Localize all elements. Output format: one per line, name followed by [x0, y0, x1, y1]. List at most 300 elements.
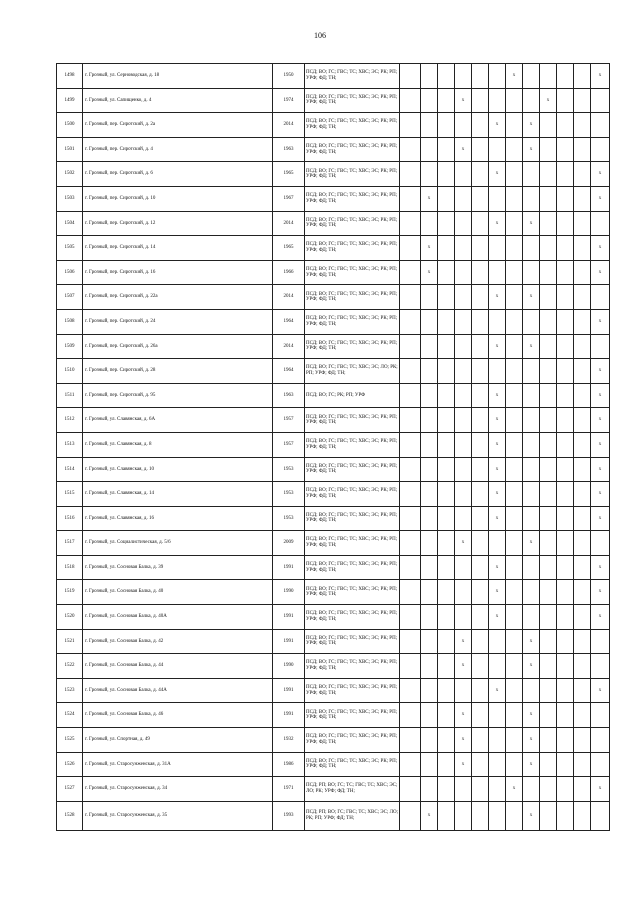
row-number-cell: 1511	[57, 383, 83, 408]
mark-cell	[438, 629, 455, 654]
table-row	[57, 113, 610, 138]
mark-cell	[400, 162, 421, 187]
address-cell: г. Грозный, пер. Сиротский, д. 95	[83, 383, 273, 408]
mark-cell	[400, 285, 421, 310]
table-row	[57, 359, 610, 384]
mark-cell	[506, 432, 523, 457]
year-cell: 1990	[273, 654, 305, 679]
mark-cell	[421, 654, 438, 679]
mark-cell	[438, 703, 455, 728]
row-number-cell: 1514	[57, 457, 83, 482]
mark-cell	[506, 211, 523, 236]
mark-x-cell: х	[421, 260, 438, 285]
mark-cell	[489, 801, 506, 830]
mark-cell	[574, 88, 591, 113]
row-number-cell: 1517	[57, 531, 83, 556]
table-row	[57, 678, 610, 703]
mark-cell	[523, 260, 540, 285]
mark-cell	[523, 162, 540, 187]
mark-cell	[455, 334, 472, 359]
mark-cell	[523, 555, 540, 580]
mark-cell	[574, 482, 591, 507]
mark-cell	[506, 186, 523, 211]
mark-cell	[523, 236, 540, 261]
mark-cell	[421, 752, 438, 777]
mark-cell	[489, 777, 506, 802]
mark-cell	[400, 728, 421, 753]
year-cell: 1957	[273, 432, 305, 457]
row-number-cell: 1525	[57, 728, 83, 753]
mark-cell	[472, 260, 489, 285]
mark-cell	[540, 777, 557, 802]
year-cell: 1963	[273, 137, 305, 162]
row-number-cell: 1499	[57, 88, 83, 113]
mark-cell	[438, 236, 455, 261]
mark-cell	[438, 383, 455, 408]
utilities-cell: ПСД; ВО; ГС; ГВС; ТС; ХВС; ЭС; РК; РП; УРФ; ФД; ТН;	[305, 309, 400, 334]
row-number-cell: 1507	[57, 285, 83, 310]
mark-cell	[540, 752, 557, 777]
mark-cell	[438, 334, 455, 359]
mark-cell	[540, 113, 557, 138]
mark-cell	[400, 654, 421, 679]
mark-x-cell: х	[523, 703, 540, 728]
mark-x-cell: х	[489, 605, 506, 630]
mark-cell	[574, 777, 591, 802]
address-cell: г. Грозный, ул. Старосунженская, д. 34	[83, 777, 273, 802]
mark-cell	[574, 211, 591, 236]
mark-x-cell: х	[523, 113, 540, 138]
mark-cell	[421, 137, 438, 162]
mark-x-cell: х	[455, 88, 472, 113]
mark-cell	[455, 605, 472, 630]
utilities-cell: ПСД; ВО; ГС; ГВС; ТС; ХВС; ЭС; РК; РП; УРФ; ФД; ТН;	[305, 236, 400, 261]
mark-cell	[523, 506, 540, 531]
mark-x-cell: х	[591, 432, 610, 457]
mark-cell	[421, 285, 438, 310]
utilities-cell: ПСД; ВО; ГС; ГВС; ТС; ХВС; ЭС; РК; РП; УРФ; ФД; ТН;	[305, 482, 400, 507]
mark-x-cell: х	[489, 482, 506, 507]
mark-cell	[400, 605, 421, 630]
mark-cell	[574, 678, 591, 703]
utilities-cell: ПСД; ВО; ГС; ГВС; ТС; ХВС; ЭС; ЛО; РК; РП; УРФ; ФД; ТН;	[305, 359, 400, 384]
mark-cell	[400, 531, 421, 556]
utilities-cell: ПСД; ВО; ГС; ГВС; ТС; ХВС; ЭС; РК; РП; УРФ; ФД; ТН;	[305, 580, 400, 605]
mark-cell	[438, 555, 455, 580]
mark-cell	[540, 801, 557, 830]
row-number-cell: 1510	[57, 359, 83, 384]
mark-cell	[421, 531, 438, 556]
mark-cell	[557, 113, 574, 138]
mark-cell	[400, 555, 421, 580]
mark-cell	[400, 260, 421, 285]
mark-x-cell: х	[489, 334, 506, 359]
mark-cell	[455, 186, 472, 211]
address-cell: г. Грозный, ул. Славянская, д. 6А	[83, 408, 273, 433]
mark-cell	[540, 678, 557, 703]
mark-cell	[557, 309, 574, 334]
mark-cell	[540, 162, 557, 187]
mark-cell	[438, 211, 455, 236]
mark-x-cell: х	[591, 383, 610, 408]
year-cell: 1991	[273, 605, 305, 630]
mark-x-cell: х	[523, 137, 540, 162]
table-row	[57, 605, 610, 630]
mark-cell	[557, 654, 574, 679]
mark-cell	[472, 285, 489, 310]
row-number-cell: 1506	[57, 260, 83, 285]
utilities-cell: ПСД; ВО; ГС; ГВС; ТС; ХВС; ЭС; РК; РП; УРФ; ФД; ТН;	[305, 260, 400, 285]
mark-cell	[557, 678, 574, 703]
mark-cell	[523, 64, 540, 89]
mark-cell	[455, 64, 472, 89]
utilities-cell: ПСД; ВО; ГС; ГВС; ТС; ХВС; ЭС; РК; РП; УРФ; ФД; ТН;	[305, 88, 400, 113]
mark-cell	[574, 605, 591, 630]
mark-cell	[489, 359, 506, 384]
mark-cell	[557, 88, 574, 113]
mark-cell	[421, 309, 438, 334]
address-cell: г. Грозный, ул. Славянская, д. 14	[83, 482, 273, 507]
mark-cell	[574, 728, 591, 753]
mark-cell	[421, 555, 438, 580]
address-cell: г. Грозный, ул. Спортная, д. 49	[83, 728, 273, 753]
mark-cell	[506, 605, 523, 630]
mark-x-cell: х	[591, 64, 610, 89]
address-cell: г. Грозный, пер. Сиротский, д. 14	[83, 236, 273, 261]
mark-cell	[574, 555, 591, 580]
mark-cell	[455, 580, 472, 605]
mark-x-cell: х	[591, 309, 610, 334]
utilities-cell: ПСД; ВО; ГС; ГВС; ТС; ХВС; ЭС; РК; РП; УРФ; ФД; ТН;	[305, 629, 400, 654]
mark-cell	[400, 482, 421, 507]
table-row	[57, 408, 610, 433]
address-cell: г. Грозный, пер. Сиротский, д. 28	[83, 359, 273, 384]
mark-cell	[591, 752, 610, 777]
utilities-cell: ПСД; ВО; ГС; ГВС; ТС; ХВС; ЭС; РК; РП; УРФ; ФД; ТН;	[305, 752, 400, 777]
mark-cell	[489, 728, 506, 753]
mark-cell	[591, 531, 610, 556]
mark-cell	[591, 728, 610, 753]
address-cell: г. Грозный, ул. Славянская, д. 16	[83, 506, 273, 531]
mark-cell	[574, 506, 591, 531]
mark-cell	[472, 457, 489, 482]
mark-cell	[421, 457, 438, 482]
mark-cell	[489, 703, 506, 728]
mark-cell	[523, 605, 540, 630]
table-row	[57, 186, 610, 211]
utilities-cell: ПСД; ВО; ГС; ГВС; ТС; ХВС; ЭС; РК; РП; УРФ; ФД; ТН;	[305, 64, 400, 89]
mark-cell	[400, 678, 421, 703]
utilities-cell: ПСД; ВО; ГС; ГВС; ТС; ХВС; ЭС; РК; РП; УРФ; ФД; ТН;	[305, 605, 400, 630]
mark-cell	[574, 236, 591, 261]
mark-cell	[438, 162, 455, 187]
mark-x-cell: х	[540, 88, 557, 113]
mark-cell	[400, 309, 421, 334]
mark-cell	[455, 482, 472, 507]
year-cell: 1964	[273, 359, 305, 384]
mark-cell	[438, 482, 455, 507]
address-cell: г. Грозный, ул. Сосновая Балка, д. 46	[83, 703, 273, 728]
mark-cell	[472, 186, 489, 211]
mark-cell	[421, 629, 438, 654]
mark-x-cell: х	[591, 359, 610, 384]
mark-x-cell: х	[591, 162, 610, 187]
mark-cell	[540, 432, 557, 457]
mark-cell	[506, 236, 523, 261]
mark-cell	[472, 580, 489, 605]
mark-cell	[438, 752, 455, 777]
mark-cell	[455, 113, 472, 138]
year-cell: 1993	[273, 801, 305, 830]
mark-cell	[574, 137, 591, 162]
mark-cell	[438, 309, 455, 334]
utilities-cell: ПСД; ВО; ГС; ГВС; ТС; ХВС; ЭС; РК; РП; УРФ; ФД; ТН;	[305, 531, 400, 556]
mark-cell	[455, 678, 472, 703]
utilities-cell: ПСД; ВО; ГС; ГВС; ТС; ХВС; ЭС; РК; РП; УРФ; ФД; ТН;	[305, 555, 400, 580]
mark-cell	[506, 728, 523, 753]
mark-cell	[591, 88, 610, 113]
mark-cell	[506, 162, 523, 187]
page-number: 106	[314, 31, 326, 40]
mark-cell	[506, 555, 523, 580]
mark-x-cell: х	[489, 162, 506, 187]
mark-cell	[489, 309, 506, 334]
mark-cell	[455, 211, 472, 236]
mark-cell	[540, 359, 557, 384]
mark-cell	[540, 64, 557, 89]
mark-cell	[574, 457, 591, 482]
row-number-cell: 1502	[57, 162, 83, 187]
mark-cell	[591, 113, 610, 138]
mark-cell	[421, 580, 438, 605]
table-row	[57, 432, 610, 457]
address-cell: г. Грозный, пер. Сиротский, д. 2а	[83, 113, 273, 138]
mark-cell	[400, 88, 421, 113]
table-row	[57, 64, 610, 89]
address-cell: г. Грозный, ул. Сосновая Балка, д. 44А	[83, 678, 273, 703]
utilities-cell: ПСД; ВО; ГС; ГВС; ТС; ХВС; ЭС; РК; РП; УРФ; ФД; ТН;	[305, 334, 400, 359]
mark-x-cell: х	[455, 752, 472, 777]
mark-cell	[472, 506, 489, 531]
mark-x-cell: х	[591, 506, 610, 531]
mark-cell	[540, 506, 557, 531]
table-row	[57, 801, 610, 830]
row-number-cell: 1504	[57, 211, 83, 236]
mark-cell	[421, 383, 438, 408]
year-cell: 1990	[273, 580, 305, 605]
mark-cell	[421, 113, 438, 138]
mark-cell	[472, 162, 489, 187]
mark-x-cell: х	[455, 703, 472, 728]
mark-cell	[557, 580, 574, 605]
address-cell: г. Грозный, пер. Сиротский, д. 6	[83, 162, 273, 187]
mark-cell	[400, 408, 421, 433]
address-cell: г. Грозный, пер. Сиротский, д. 22а	[83, 285, 273, 310]
mark-cell	[557, 408, 574, 433]
mark-cell	[523, 777, 540, 802]
mark-cell	[574, 531, 591, 556]
table-row	[57, 88, 610, 113]
mark-cell	[557, 506, 574, 531]
mark-cell	[489, 752, 506, 777]
mark-x-cell: х	[591, 260, 610, 285]
address-cell: г. Грозный, ул. Старосунженская, д. 31А	[83, 752, 273, 777]
mark-cell	[438, 113, 455, 138]
row-number-cell: 1505	[57, 236, 83, 261]
mark-cell	[421, 728, 438, 753]
year-cell: 2014	[273, 285, 305, 310]
mark-cell	[557, 260, 574, 285]
mark-cell	[472, 605, 489, 630]
utilities-cell: ПСД; РП; ВО; ГС; ТС; ГВС; ТС; ХВС; ЭС; ЛО; РК; УРФ; ФД; ТН;	[305, 777, 400, 802]
mark-cell	[557, 728, 574, 753]
mark-cell	[472, 728, 489, 753]
mark-cell	[523, 408, 540, 433]
mark-x-cell: х	[523, 629, 540, 654]
mark-cell	[540, 580, 557, 605]
mark-cell	[540, 285, 557, 310]
mark-cell	[472, 88, 489, 113]
mark-cell	[506, 137, 523, 162]
mark-x-cell: х	[489, 555, 506, 580]
mark-cell	[489, 654, 506, 679]
mark-x-cell: х	[421, 186, 438, 211]
mark-cell	[523, 88, 540, 113]
mark-cell	[574, 432, 591, 457]
mark-cell	[540, 260, 557, 285]
table-row	[57, 728, 610, 753]
utilities-cell: ПСД; ВО; ГС; ГВС; ТС; ХВС; ЭС; РК; РП; УРФ; ФД; ТН;	[305, 703, 400, 728]
mark-cell	[472, 309, 489, 334]
mark-cell	[438, 654, 455, 679]
year-cell: 1986	[273, 752, 305, 777]
mark-cell	[540, 236, 557, 261]
mark-cell	[472, 408, 489, 433]
year-cell: 1964	[273, 309, 305, 334]
table-row	[57, 457, 610, 482]
table-row	[57, 236, 610, 261]
mark-cell	[438, 728, 455, 753]
mark-cell	[574, 64, 591, 89]
mark-cell	[400, 629, 421, 654]
address-cell: г. Грозный, ул. Сосновая Балка, д. 39	[83, 555, 273, 580]
mark-x-cell: х	[455, 728, 472, 753]
mark-cell	[574, 309, 591, 334]
mark-cell	[489, 137, 506, 162]
mark-cell	[557, 137, 574, 162]
mark-cell	[574, 285, 591, 310]
mark-cell	[540, 211, 557, 236]
mark-cell	[455, 408, 472, 433]
mark-cell	[540, 334, 557, 359]
mark-cell	[557, 432, 574, 457]
mark-cell	[421, 506, 438, 531]
mark-cell	[506, 260, 523, 285]
mark-x-cell: х	[489, 113, 506, 138]
mark-x-cell: х	[591, 678, 610, 703]
mark-x-cell: х	[489, 211, 506, 236]
utilities-cell: ПСД; ВО; ГС; ГВС; ТС; ХВС; ЭС; РК; РП; УРФ; ФД; ТН;	[305, 211, 400, 236]
year-cell: 1953	[273, 482, 305, 507]
mark-cell	[591, 703, 610, 728]
mark-cell	[506, 654, 523, 679]
mark-cell	[557, 605, 574, 630]
table-row	[57, 555, 610, 580]
mark-cell	[557, 457, 574, 482]
mark-cell	[574, 383, 591, 408]
mark-cell	[455, 359, 472, 384]
mark-x-cell: х	[489, 678, 506, 703]
mark-cell	[523, 457, 540, 482]
table-row	[57, 309, 610, 334]
mark-x-cell: х	[421, 236, 438, 261]
address-cell: г. Грозный, ул. Серноводская, д. 18	[83, 64, 273, 89]
mark-x-cell: х	[591, 186, 610, 211]
year-cell: 1963	[273, 383, 305, 408]
year-cell: 1950	[273, 64, 305, 89]
mark-x-cell: х	[421, 801, 438, 830]
row-number-cell: 1512	[57, 408, 83, 433]
mark-cell	[574, 359, 591, 384]
mark-cell	[489, 186, 506, 211]
mark-cell	[421, 605, 438, 630]
row-number-cell: 1509	[57, 334, 83, 359]
mark-cell	[472, 482, 489, 507]
year-cell: 1991	[273, 678, 305, 703]
address-cell: г. Грозный, ул. Сосновая Балка, д. 40А	[83, 605, 273, 630]
year-cell: 1965	[273, 162, 305, 187]
mark-cell	[540, 728, 557, 753]
mark-x-cell: х	[489, 285, 506, 310]
mark-cell	[438, 186, 455, 211]
table-row	[57, 629, 610, 654]
mark-cell	[557, 555, 574, 580]
mark-cell	[506, 629, 523, 654]
mark-cell	[438, 531, 455, 556]
mark-cell	[540, 408, 557, 433]
mark-cell	[506, 309, 523, 334]
mark-cell	[540, 629, 557, 654]
mark-cell	[438, 285, 455, 310]
utilities-cell: ПСД; ВО; ГС; ГВС; ТС; ХВС; ЭС; РК; РП; УРФ; ФД; ТН;	[305, 506, 400, 531]
mark-cell	[489, 260, 506, 285]
mark-cell	[438, 359, 455, 384]
mark-cell	[455, 236, 472, 261]
table-row	[57, 482, 610, 507]
mark-cell	[400, 777, 421, 802]
mark-cell	[455, 309, 472, 334]
row-number-cell: 1519	[57, 580, 83, 605]
row-number-cell: 1527	[57, 777, 83, 802]
mark-cell	[455, 555, 472, 580]
mark-cell	[506, 678, 523, 703]
table-row	[57, 137, 610, 162]
mark-cell	[506, 482, 523, 507]
mark-cell	[506, 531, 523, 556]
row-number-cell: 1522	[57, 654, 83, 679]
mark-cell	[472, 64, 489, 89]
mark-cell	[400, 64, 421, 89]
mark-x-cell: х	[455, 629, 472, 654]
mark-cell	[472, 359, 489, 384]
mark-cell	[557, 359, 574, 384]
mark-cell	[438, 678, 455, 703]
table-row	[57, 260, 610, 285]
row-number-cell: 1508	[57, 309, 83, 334]
table-row	[57, 580, 610, 605]
mark-cell	[455, 777, 472, 802]
mark-x-cell: х	[523, 211, 540, 236]
